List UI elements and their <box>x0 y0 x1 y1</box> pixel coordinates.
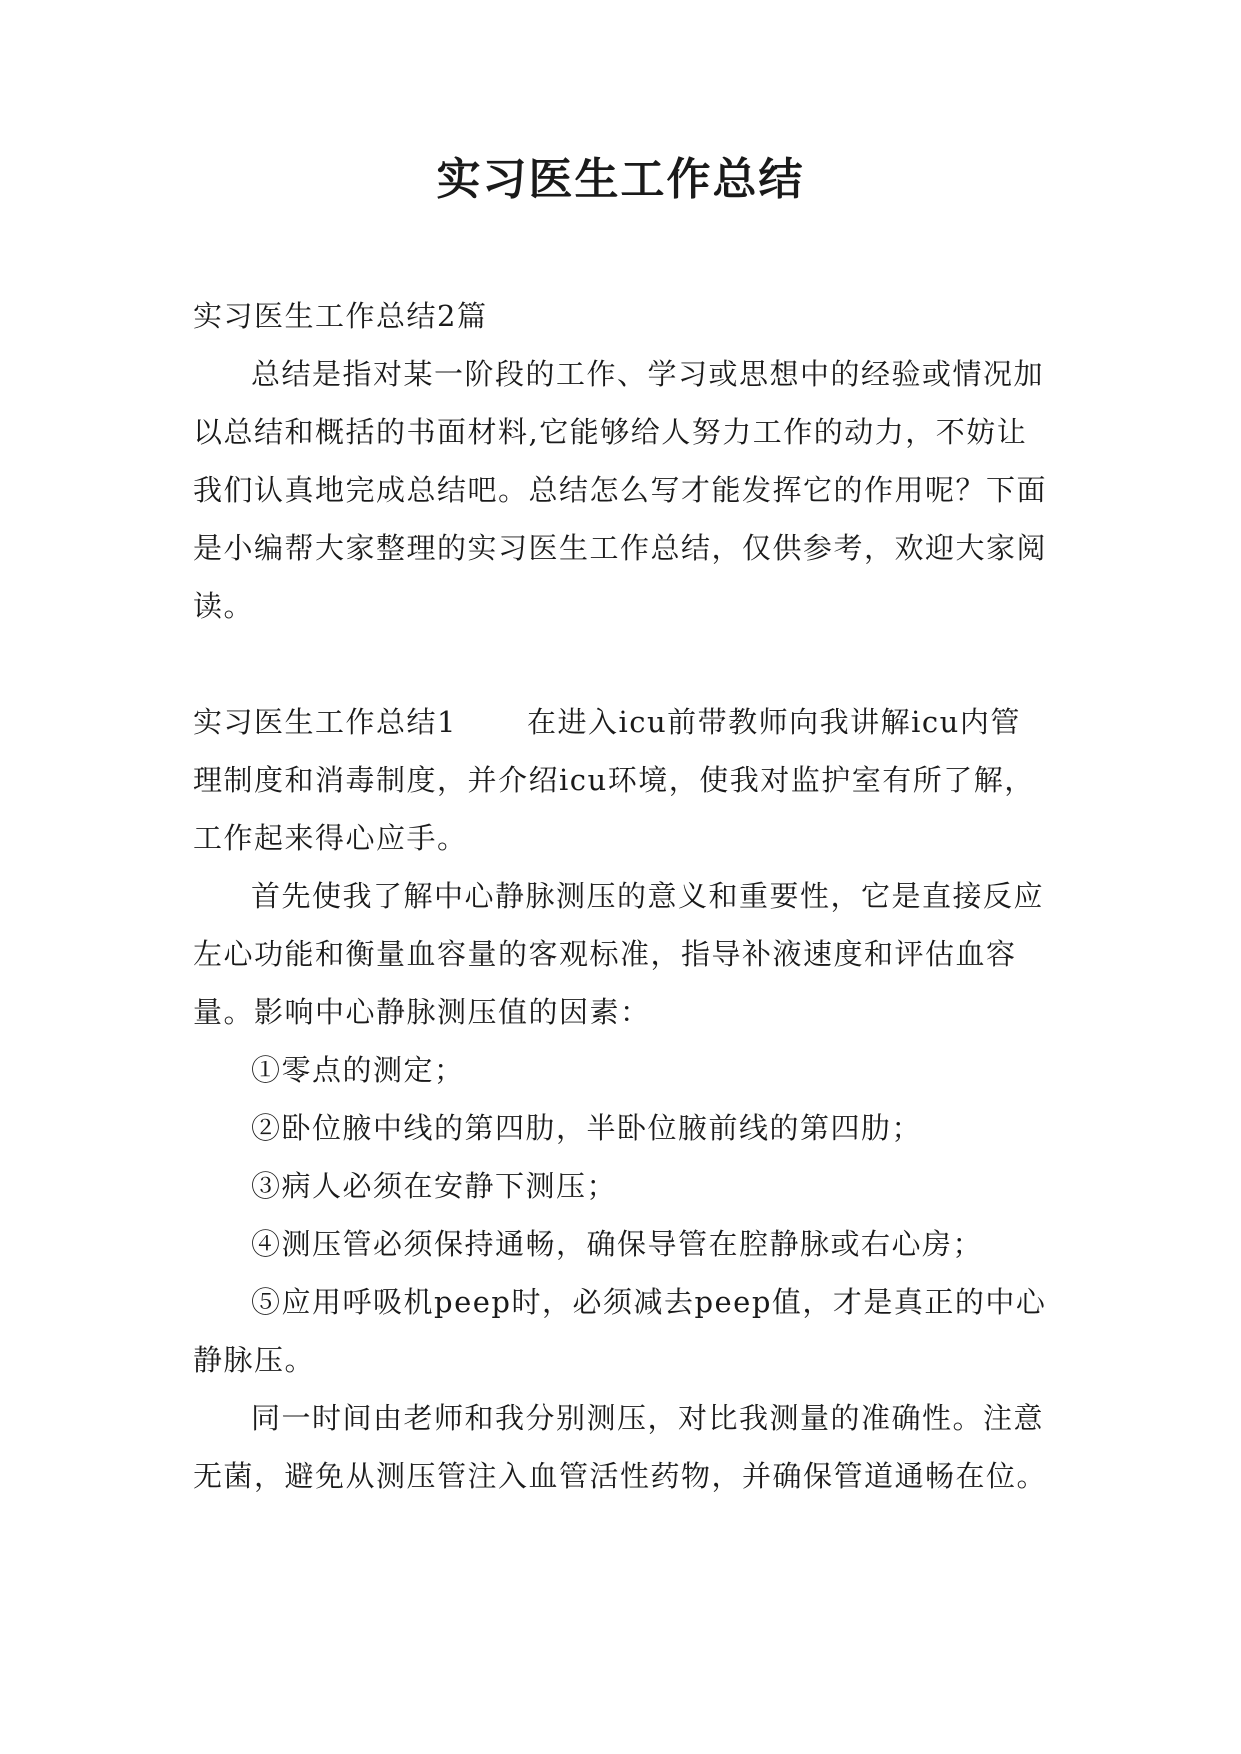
measurement-paragraph: 同一时间由老师和我分别测压，对比我测量的准确性。注意无菌，避免从测压管注入血管活性药物，并确保管道通畅在位。 <box>193 1401 1048 1493</box>
list-item-4: ④测压管必须保持通畅，确保导管在腔静脉或右心房； <box>251 1227 984 1261</box>
paragraph-gap <box>193 635 1049 693</box>
document-subtitle: 实习医生工作总结2篇 <box>193 299 488 333</box>
list-item-3: ③病人必须在安静下测压； <box>251 1169 618 1203</box>
document-title: 实习医生工作总结 <box>436 154 805 205</box>
section1-first-text: 在进入icu前带教师向我讲解icu内管理制度和消毒制度，并介绍icu环境，使我对监护室有所了解，工作起来得心应手。 <box>193 705 1035 855</box>
section1-paragraph <box>193 693 1049 867</box>
list-item-5: ⑤应用呼吸机peep时，必须减去peep值，才是真正的中心静脉压。 <box>193 1285 1047 1377</box>
section1-heading: 实习医生工作总结1 <box>193 705 457 739</box>
intro-paragraph: 总结是指对某一阶段的工作、学习或思想中的经验或情况加以总结和概括的书面材料,它能够给人努力工作的动力，不妨让我们认真地完成总结吧。总结怎么写才能发挥它的作用呢？下面是小编帮大家整理的实习医生工作总结，仅供参考，欢迎大家阅读。 <box>193 357 1048 623</box>
list-item-2: ②卧位腋中线的第四肋，半卧位腋前线的第四肋； <box>251 1111 923 1145</box>
document-body <box>193 287 1049 1505</box>
list-item-1: ①零点的测定； <box>251 1053 465 1087</box>
central-venous-paragraph: 首先使我了解中心静脉测压的意义和重要性，它是直接反应左心功能和衡量血容量的客观标准，指导补液速度和评估血容量。影响中心静脉测压值的因素： <box>193 879 1045 1029</box>
